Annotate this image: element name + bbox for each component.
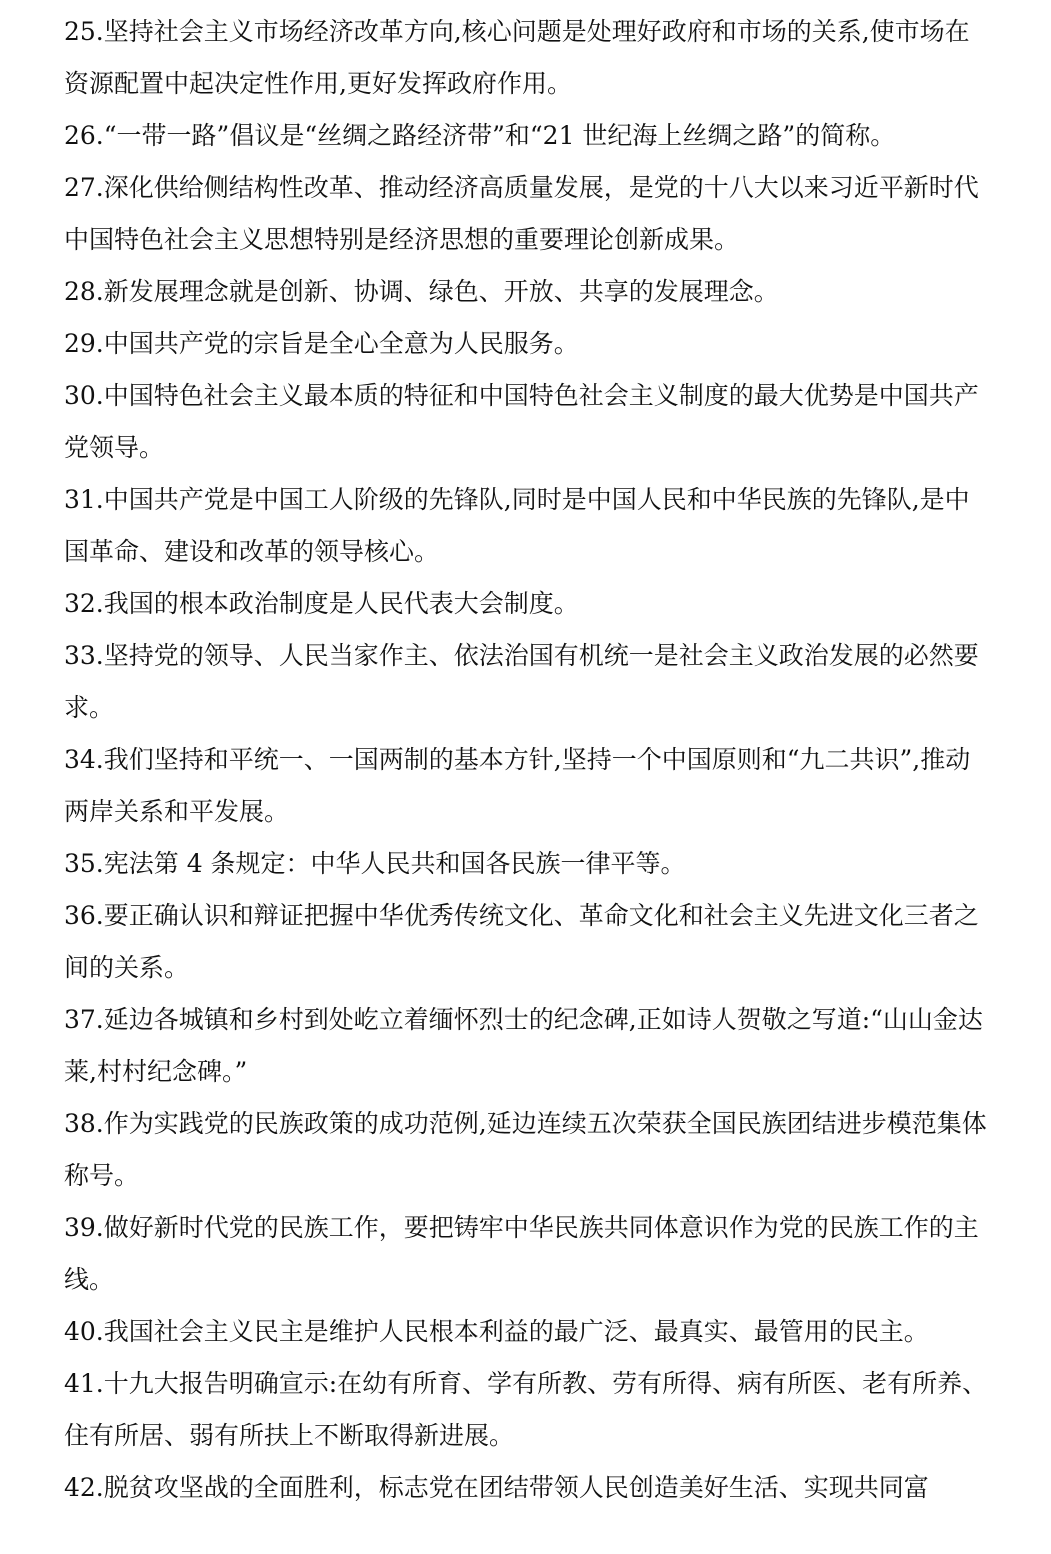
list-item-28: 28.新发展理念就是创新、协调、绿色、开放、共享的发展理念。 (64, 277, 779, 306)
list-item-27: 27.深化供给侧结构性改革、推动经济高质量发展，是党的十八大以来习近平新时代中国特色社会主义思想特别是经济思想的重要理论创新成果。 (64, 173, 979, 254)
list-item-33: 33.坚持党的领导、人民当家作主、依法治国有机统一是社会主义政治发展的必然要求。 (64, 641, 979, 722)
document-body (64, 6, 994, 1514)
list-item-25: 25.坚持社会主义市场经济改革方向,核心问题是处理好政府和市场的关系,使市场在资源配置中起决定性作用,更好发挥政府作用。 (64, 17, 970, 98)
list-item-41: 41.十九大报告明确宣示:在幼有所育、学有所教、劳有所得、病有所医、老有所养、住有所居、弱有所扶上不断取得新进展。 (64, 1369, 988, 1450)
list-item-35: 35.宪法第 4 条规定：中华人民共和国各民族一律平等。 (64, 849, 686, 878)
list-item-34: 34.我们坚持和平统一、一国两制的基本方针,坚持一个中国原则和“九二共识”,推动两岸关系和平发展。 (64, 745, 971, 826)
list-item-26: 26.“一带一路”倡议是“丝绸之路经济带”和“21 世纪海上丝绸之路”的简称。 (64, 121, 896, 150)
list-item-37: 37.延边各城镇和乡村到处屹立着缅怀烈士的纪念碑,正如诗人贺敬之写道:“山山金达莱,村村纪念碑。” (64, 1005, 983, 1086)
list-item-31: 31.中国共产党是中国工人阶级的先锋队,同时是中国人民和中华民族的先锋队,是中国革命、建设和改革的领导核心。 (64, 485, 970, 566)
list-item-40: 40.我国社会主义民主是维护人民根本利益的最广泛、最真实、最管用的民主。 (64, 1317, 929, 1346)
list-item-38: 38.作为实践党的民族政策的成功范例,延边连续五次荣获全国民族团结进步模范集体称号。 (64, 1109, 987, 1190)
list-item-42: 42.脱贫攻坚战的全面胜利，标志党在团结带领人民创造美好生活、实现共同富 (64, 1473, 929, 1502)
list-item-39: 39.做好新时代党的民族工作，要把铸牢中华民族共同体意识作为党的民族工作的主线。 (64, 1213, 979, 1294)
list-item-30: 30.中国特色社会主义最本质的特征和中国特色社会主义制度的最大优势是中国共产党领导。 (64, 381, 979, 462)
list-item-32: 32.我国的根本政治制度是人民代表大会制度。 (64, 589, 579, 618)
list-item-36: 36.要正确认识和辩证把握中华优秀传统文化、革命文化和社会主义先进文化三者之间的关系。 (64, 901, 979, 982)
list-item-29: 29.中国共产党的宗旨是全心全意为人民服务。 (64, 329, 579, 358)
